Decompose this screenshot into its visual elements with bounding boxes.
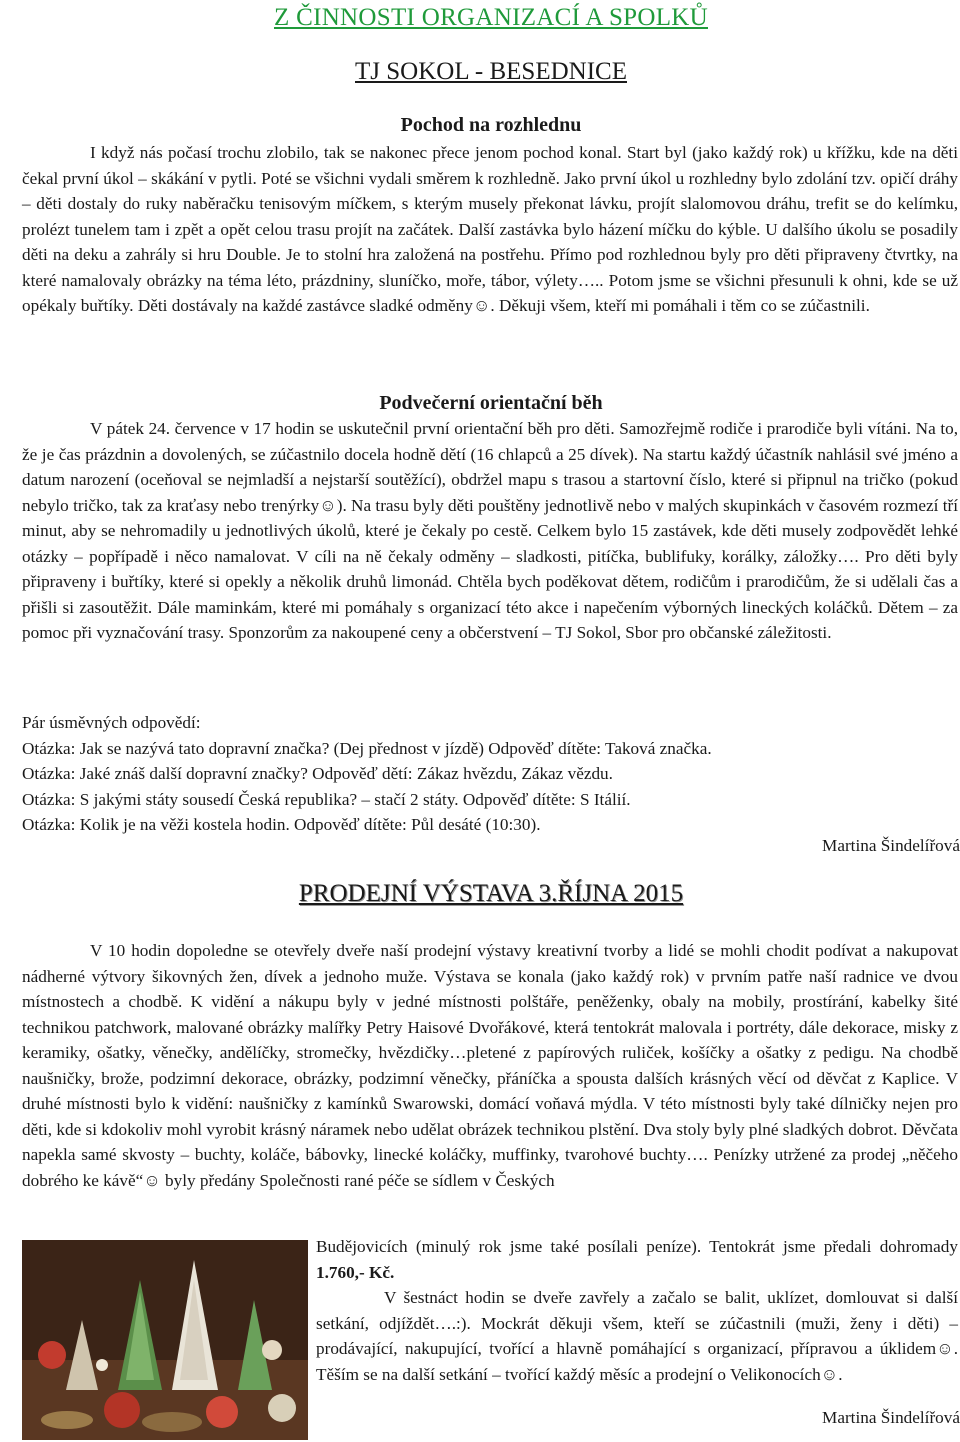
qa-line: Otázka: Jaké znáš další dopravní značky? Odpověď dětí: Zákaz hvězdu, Zákaz vězdu. (22, 764, 613, 783)
qa-line: Otázka: Jak se nazývá tato dopravní značka? (Dej přednost v jízdě) Odpověď dítěte: Taková značka. (22, 738, 712, 758)
article-text-vystava: V 10 hodin dopoledne se otevřely dveře naší prodejní výstavy kreativní tvorby a lidé se mohli chodit podívat a nakupovat nádherné výtvory šikovných žen, dívek a jednoho muže. Výstava se konala (jako každý rok) v prvním patře naší radnice ve dvou místnostech a chodbě. K vidění a nákupu byly v jedné místnosti polštáře, peněženky, obaly na mobily, prostírání, kabelky šité technikou patchwork, malované obrázky malířky Petry Haisové Dvořákové, která tentokrát malovala i portréty, dále dekorace, misky z keramiky, ošatky, věnečky, andělíčky, stromečky, hvězdičky…pletené z papírových ruliček, košíčky a ošatky z pedigu. Na chodbě naušničky, brože, podzimní dekorace, obrázky, podzimní věnečky, přáníčka a spousta dalších krásných věcí od děvčat z Kaplice. V druhé místnosti bylo k vidění: naušničky z kamínků Swarowski, domácí voňavá mýdla. V této místnosti byly také dílničky nejen pro děti, kde si kdokoliv mohl vyrobit krásný náramek nebo udělat obrázek technikou plstění. Dva stoly byly plné sladkých dobrot. Děvčata napekla samé skvosty – buchty, koláče, bábovky, linecké koláčky, muffinky, tvarohové buchty…. Penízky utržené za prodej „něčeho dobrého ke kávě“☺ byly předány Společnosti rané péče se sídlem v Českých (22, 941, 958, 1190)
christmas-crafts-photo (22, 1240, 308, 1440)
article-body-pochod (22, 140, 958, 319)
article-text-vystava-wrap-b: V šestnáct hodin se dveře zavřely a začalo se balit, uklízet, domlouvat si další setkání, odjíždět….:). Mockrát děkuji všem, kteří se zúčastnili (muži, ženy i děti) – prodávající, nakupující, tvořící a hlavně pomáhající s organizací, přípravou a úklidem☺. Těším se na další setkání – tvořící každý měsíc a prodejní o Velikonocích☺. (316, 1288, 958, 1384)
qa-intro: Pár úsměvných odpovědí: (22, 713, 201, 732)
signature-vystava: Martina Šindelířová (822, 1408, 960, 1427)
qa-block (22, 710, 958, 838)
signature-orientacni-beh: Martina Šindelířová (822, 836, 960, 855)
article-body-vystava-wrap (316, 1234, 958, 1387)
article-body-orientacni-beh (22, 416, 958, 646)
photo-illustration (22, 1240, 308, 1440)
qa-line: Otázka: Kolik je na věži kostela hodin. Odpověď dítěte: Půl desáté (10:30). (22, 815, 541, 834)
article-title-vystava: PRODEJNÍ VÝSTAVA 3.ŘÍJNA 2015 (298, 880, 684, 907)
article-text-orientacni-beh: V pátek 24. července v 17 hodin se uskutečnil první orientační běh pro děti. Samozřejmě rodiče i prarodiče byli vítáni. Na to, že je čas prázdnin a dovolených, se zúčastnilo docela hodně dětí (16 chlapců a 25 dívek). Na startu každý účastník nahlásil své jméno a datum narození (oceňoval se nejmladší a nejstarší soutěžící), obdržel mapu s trasou a startovní číslo, které si připnul na tričko (pokud nebylo tričko, tak za kraťasy nebo trenýrky☺). Na trasu byly děti pouštěny jednotlivě nebo v malých skupinkách v časovém rozmezí tří minut, aby se nehromadily u jednotlivých úkolů, které je čekaly po cestě. Celkem bylo 15 zastávek, kde děti musely zodpovědět lehké otázky – popřípadě i něco namalovat. V cíli na ně čekaly odměny – sladkosti, pitíčka, bublifuky, korálky, záložky…. Pro děti byly připraveny i buřtíky, které si opekly a několik druhů limonád. Chtěla bych poděkovat dětem, rodičům i prarodičům, že si udělali čas a přišli si zasoutěžit. Dále maminkám, které mi pomáhaly s organizací této akce i napečením výborných lineckých koláčků. Dětem – za pomoc při vyznačování trasy. Sponzorům za nakoupené ceny a občerstvení – TJ Sokol, Sbor pro občanské záležitosti. (22, 419, 958, 642)
section-title: Z ČINNOSTI ORGANIZACÍ A SPOLKŮ (273, 4, 708, 31)
org-title: TJ SOKOL - BESEDNICE (355, 58, 627, 85)
qa-line: Otázka: S jakými státy sousedí Česká republika? – stačí 2 státy. Odpověď dítěte: S Itálií. (22, 789, 631, 809)
article-title-pochod: Pochod na rozhlednu (400, 114, 582, 136)
article-title-orientacni-beh: Podvečerní orientační běh (379, 392, 603, 414)
article-text-pochod: I když nás počasí trochu zlobilo, tak se nakonec přece jenom pochod konal. Start byl (jako každý rok) u křížku, kde na děti čekal první úkol – skákání v pytli. Poté se všichni vydali směrem k rozhledně. Jako první úkol u rozhledny bylo zdolání tzv. opičí dráhy – děti dostaly do ruky naběračku tenisovým míčkem, s kterým musely překonat lávku, projít slalomovou dráhu, trefit se do kelímku, prolézt tunelem tam i zpět a opět celou trasu projít na začátek. Další zastávka bylo házení míčku do kýble. U dalšího úkolu se posadily děti na deku a zahrály si hru Double. Je to stolní hra založená na postřehu. Přímo pod rozhlednou byly pro děti připraveny čtvrtky, na které namalovaly obrázky na téma léto, prázdniny, sluníčko, moře, tábor, výlety….. Potom jsme se všichni přesunuli k ohni, kde se už opékaly buřtíky. Děti dostávaly na každé zastávce sladké odměny☺. Děkuji všem, kteří mi pomáhali i těm co se zúčastnili. (22, 143, 958, 315)
amount-raised: 1.760,- Kč. (316, 1262, 395, 1282)
article-body-vystava (22, 938, 958, 1193)
article-text-vystava-wrap-a: Budějovicích (minulý rok jsme také posílali peníze). Tentokrát jsme předali dohromady (316, 1237, 958, 1256)
